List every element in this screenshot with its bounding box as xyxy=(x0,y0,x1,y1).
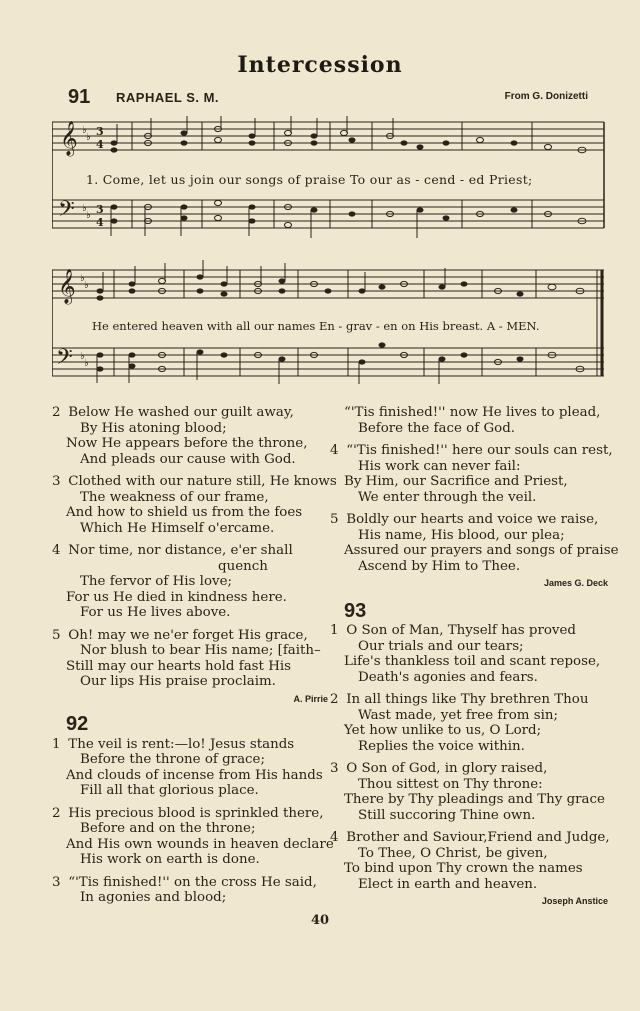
svg-text:4: 4 xyxy=(96,216,104,229)
hymn-92-stanza-3b: “'Tis finished!'' now He lives to plead, Before the face of God. xyxy=(344,405,601,436)
hymn-93-stanza-3: 3 O Son of God, in glory raised, Thou sittest on Thy throne: There by Thy pleadings and Thy grace Still succoring Thine own. xyxy=(330,761,605,823)
hymn-93-number: 93 xyxy=(344,599,367,622)
hymn-91-number: 91 xyxy=(68,86,91,108)
hymn-92-stanza-4: 4 “'Tis finished!'' here our souls can rest, His work can never fail: By Him, our Sacrifice and Priest, We enter through the veil. xyxy=(330,443,613,505)
svg-text:3: 3 xyxy=(96,125,104,138)
lyric-line-1: 1. Come, let us join our songs of praise To our as - cend - ed Priest; xyxy=(86,172,533,187)
hymn-93-author: Joseph Anstice xyxy=(541,896,608,906)
tune-source: From G. Donizetti xyxy=(504,91,588,102)
lyric-line-2: He entered heaven with all our names En - grav - en on His breast. A - MEN. xyxy=(92,319,540,333)
svg-text:♭: ♭ xyxy=(80,351,85,362)
svg-text:♭: ♭ xyxy=(82,125,87,136)
svg-text:3: 3 xyxy=(96,203,104,216)
left-column xyxy=(52,405,337,913)
hymn-91-stanza-3: 3 Clothed with our nature still, He knows The weakness of our frame, And how to shield us from the foes Which He Himself o'ercame. xyxy=(52,474,337,536)
tune-name: RAPHAEL S. M. xyxy=(116,90,220,105)
hymn-92-stanza-3a: 3 “'Tis finished!'' on the cross He said, In agonies and blood; xyxy=(52,874,317,905)
hymn-92-number: 92 xyxy=(66,713,89,735)
hymn-92-stanza-2: 2 His precious blood is sprinkled there, Before and on the throne; And His own wounds in heaven declare His work on earth is done. xyxy=(52,805,334,867)
hymn-92-stanza-1: 1 The veil is rent:—lo! Jesus stands Before the throne of grace; And clouds of incense from His hands Fill all that glorious place. xyxy=(52,736,323,798)
hymn-91-stanza-5: 5 Oh! may we ne'er forget His grace, Nor blush to bear His name; [faith– Still may our hearts hold fast His Our lips His praise proclaim. xyxy=(52,627,321,689)
hymn-91-stanza-2: 2 Below He washed our guilt away, By His atoning blood; Now He appears before the throne, And pleads our cause with God. xyxy=(52,405,308,467)
right-column xyxy=(330,405,619,918)
svg-text:𝄢: 𝄢 xyxy=(58,197,75,227)
svg-text:♭: ♭ xyxy=(86,210,91,221)
svg-text:♭: ♭ xyxy=(84,280,89,291)
hymn-93-stanza-1: 1 O Son of Man, Thyself has proved Our trials and our tears; Life's thankless toil and scant repose, Death's agonies and fears. xyxy=(330,623,601,685)
svg-text:♭: ♭ xyxy=(80,273,85,284)
hymn-91-author: A. Pirrie xyxy=(293,693,328,704)
svg-text:♭: ♭ xyxy=(82,203,87,214)
hymn-92-author: James G. Deck xyxy=(543,578,608,588)
svg-text:♭: ♭ xyxy=(84,358,89,369)
hymn-93-stanza-4: 4 Brother and Saviour,Friend and Judge, To Thee, O Christ, be given, To bind upon Thy crown the names Elect in earth and heaven. xyxy=(330,830,610,892)
svg-text:♭: ♭ xyxy=(86,132,91,143)
svg-text:𝄢: 𝄢 xyxy=(56,345,73,375)
hymn-91-stanza-4: 4 Nor time, nor distance, e'er shall quench The fervor of His love; For us He died in kindness here. For us He lives above. xyxy=(52,543,293,620)
hymn-92-stanza-5: 5 Boldly our hearts and voice we raise, His name, His blood, our plea; Assured our prayers and songs of praise Ascend by Him to Thee. xyxy=(330,512,619,574)
hymn-91-header xyxy=(68,86,588,108)
page-number: 40 xyxy=(310,913,330,928)
hymn-93-stanza-2: 2 In all things like Thy brethren Thou Wast made, yet free from sin; Yet how unlike to us, O Lord; Replies the voice within. xyxy=(330,692,589,754)
svg-text:4: 4 xyxy=(96,138,104,151)
svg-text:𝄞: 𝄞 xyxy=(58,269,76,304)
svg-text:𝄞: 𝄞 xyxy=(60,121,78,156)
page-title: Intercession xyxy=(237,52,403,78)
